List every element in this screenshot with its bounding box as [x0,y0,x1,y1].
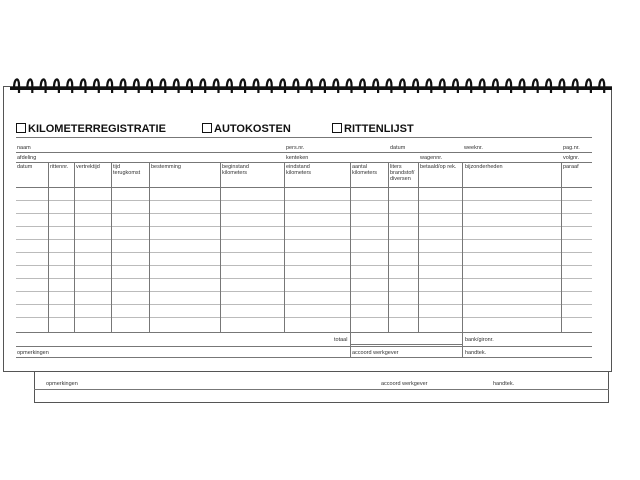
col-bestemming: bestemming [151,164,181,170]
table-column-line [561,162,562,332]
spiral-binding [10,75,612,97]
table-column-line [462,162,463,332]
spiral-loop [333,79,338,93]
title-rittenlijst [332,123,414,135]
footer-line [16,357,592,358]
spiral-loop [267,79,272,93]
title-kilometerregistratie-text: KILOMETERREGISTRATIE [28,123,166,135]
col-diversen: diversen [390,176,411,182]
spiral-loop [27,79,32,93]
table-row-line [16,291,592,292]
back-accoord-label: accoord werkgever [381,381,428,387]
col-bijzonderheden: bijzonderheden [465,164,503,170]
spiral-loop [480,79,485,93]
spiral-loop [559,79,564,93]
spiral-loop [120,79,125,93]
table-row-line [16,265,592,266]
col-paraaf: paraaf [563,164,579,170]
title-autokosten [202,123,291,135]
spiral-loop [253,79,258,93]
spiral-loop [240,79,245,93]
handtek-label: handtek. [465,350,487,356]
col-terugkomst: terugkomst [113,170,141,176]
datum-label: datum [390,145,406,151]
title-rittenlijst-text: RITTENLIJST [344,123,414,135]
spiral-loop [533,79,538,93]
spiral-loop [519,79,524,93]
checkbox-rittenlijst[interactable] [332,123,342,133]
spiral-loop [440,79,445,93]
footer-column-line [462,346,463,357]
table-column-line [220,162,221,332]
spiral-loop [107,79,112,93]
col-tijd: tijd [113,164,121,170]
table-row-line [16,278,592,279]
table-row-line [16,226,592,227]
accoord-werkgever-label: accoord werkgever [352,350,399,356]
spiral-loop [573,79,578,93]
naam-label: naam [17,145,31,151]
table-row-line [16,252,592,253]
table-row-line [16,317,592,318]
wagennr-label: wagennr. [420,155,443,161]
table-header-line [16,187,592,188]
col-eindstand: eindstand [286,164,310,170]
spiral-loop [386,79,391,93]
back-opmerkingen-label: opmerkingen [46,381,78,387]
spiral-loop [293,79,298,93]
back-handtek-label: handtek. [493,381,515,387]
table-column-line [350,162,351,332]
spiral-loop [426,79,431,93]
footer-column-line [350,346,351,357]
header-line [16,137,592,138]
spiral-loop [586,79,591,93]
col-datum: datum [17,164,33,170]
col-aantal-km: kilometers [352,170,378,176]
spiral-loop [54,79,59,93]
table-column-line [111,162,112,332]
spiral-loop [466,79,471,93]
col-aantal: aantal [352,164,367,170]
spiral-loop [347,79,352,93]
spiral-loop [453,79,458,93]
header-line [16,162,592,163]
spiral-loop [400,79,405,93]
spiral-loop [187,79,192,93]
spiral-loop [174,79,179,93]
spiral-loop [200,79,205,93]
afdeling-label: afdeling [17,155,37,161]
spiral-loop [493,79,498,93]
title-kilometerregistratie [16,123,166,135]
spiral-loop [41,79,46,93]
opmerkingen-label: opmerkingen [17,350,49,356]
spiral-loop [147,79,152,93]
table-row-line [16,239,592,240]
spiral-loop [373,79,378,93]
col-beginstand-km: kilometers [222,170,248,176]
table-column-line [284,162,285,332]
totaal-box-line [350,332,351,346]
spiral-loop [320,79,325,93]
spiral-loop [67,79,72,93]
spiral-loop [599,79,604,93]
col-brandstof: brandstof/ [390,170,415,176]
table-column-line [74,162,75,332]
col-liters: liters [390,164,402,170]
back-sheet-bottom-line [34,389,609,390]
totaal-label: totaal [334,337,348,343]
table-column-line [149,162,150,332]
table-row-line [16,200,592,201]
kenteken-label: kenteken [286,155,309,161]
checkbox-kilometerregistratie[interactable] [16,123,26,133]
spiral-loop [160,79,165,93]
spiral-loop [506,79,511,93]
col-beginstand: beginstand [222,164,249,170]
col-betaald: betaald/op rek. [420,164,457,170]
spiral-loop [134,79,139,93]
col-eindstand-km: kilometers [286,170,312,176]
pers-nr-label: pers.nr. [286,145,305,151]
table-column-line [48,162,49,332]
footer-line [16,346,592,347]
spiral-loop [214,79,219,93]
spiral-loop [94,79,99,93]
spiral-loop [360,79,365,93]
table-column-line [418,162,419,332]
spiral-loop [307,79,312,93]
bank-gironr-label: bank/gironr. [465,337,494,343]
spiral-loop [81,79,86,93]
spiral-loop [413,79,418,93]
header-line [16,152,592,153]
spiral-loop [546,79,551,93]
pag-nr-label: pag.nr. [563,145,580,151]
title-autokosten-text: AUTOKOSTEN [214,123,291,135]
col-vertrektijd: vertrektijd [76,164,100,170]
spiral-loop [227,79,232,93]
checkbox-autokosten[interactable] [202,123,212,133]
table-column-line [388,162,389,332]
table-bottom-line [16,332,592,333]
weeknr-label: weeknr. [464,145,483,151]
table-row-line [16,304,592,305]
totaal-line [350,344,462,345]
col-rittennr: rittennr. [50,164,69,170]
table-row-line [16,213,592,214]
totaal-box-line [462,332,463,346]
volgnr-label: volgnr. [563,155,580,161]
spiral-loop [14,79,19,93]
spiral-loop [280,79,285,93]
